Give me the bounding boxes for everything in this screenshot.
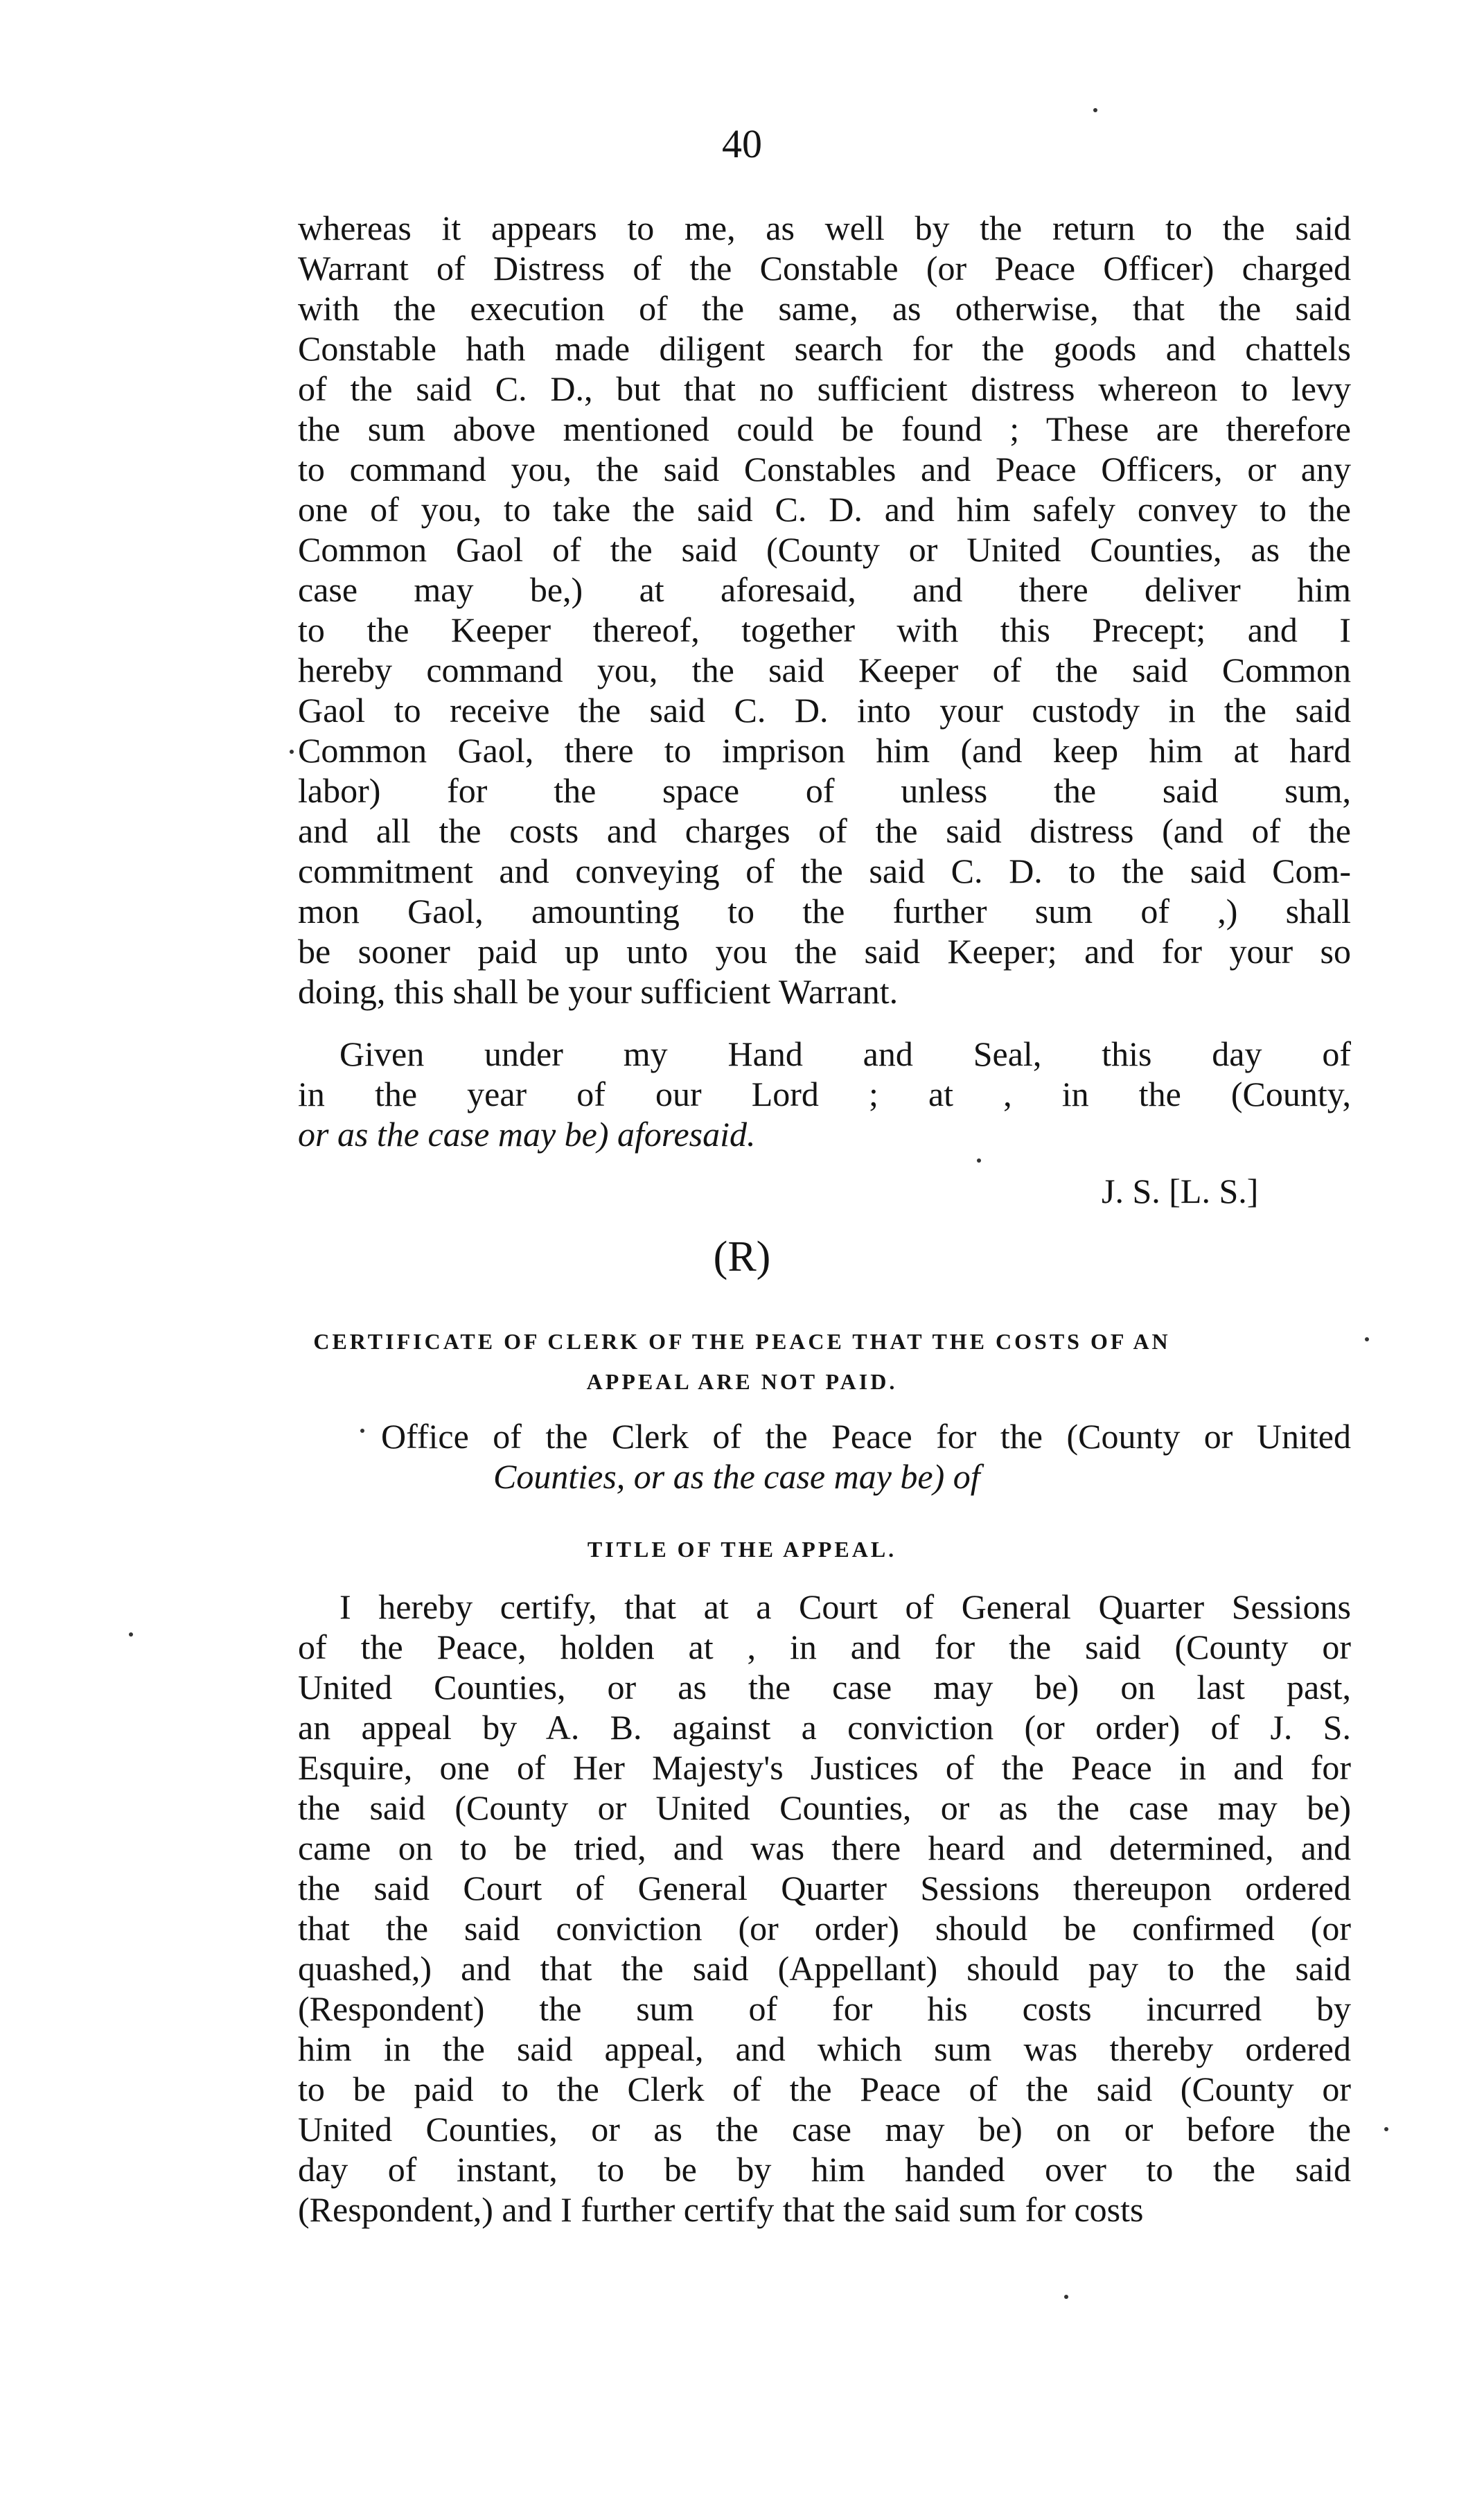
certificate-title-line-2: APPEAL ARE NOT PAID. (586, 1369, 898, 1394)
scan-speck (360, 1429, 364, 1433)
text-line: in the year of our Lord ; at , in the (County, (298, 1075, 1351, 1113)
text-line: doing, this shall be your sufficient Warrant. (298, 972, 899, 1011)
scan-speck (1064, 2295, 1068, 2299)
title-of-appeal: TITLE OF THE APPEAL. (587, 1537, 897, 1562)
text-line: and all the costs and charges of the said distress (and of the (298, 811, 1351, 850)
scan-speck (1365, 1337, 1369, 1341)
text-line: of the said C. D., but that no sufficient distress whereon to levy (298, 369, 1351, 408)
scan-speck (977, 1158, 981, 1163)
text-line: (Respondent,) and I further certify that the said sum for costs (298, 2190, 1144, 2229)
text-line: to command you, the said Constables and Peace Officers, or any (298, 450, 1351, 488)
text-line: Given under my Hand and Seal, this day of (339, 1034, 1351, 1073)
text-line: day of instant, to be by him handed over to the said (298, 2150, 1351, 2189)
text-line: United Counties, or as the case may be) on last past, (298, 1668, 1351, 1707)
text-line: the said Court of General Quarter Sessions thereupon ordered (298, 1869, 1351, 1907)
text-line: (Respondent) the sum of for his costs incurred by (298, 1989, 1351, 2028)
text-line: the sum above mentioned could be found ; These are therefore (298, 409, 1351, 448)
text-line: came on to be tried, and was there heard and determined, and (298, 1828, 1351, 1867)
text-line: that the said conviction (or order) should be confirmed (or (298, 1909, 1351, 1948)
text-line: commitment and conveying of the said C. D. to the said Com- (298, 852, 1351, 890)
text-line: quashed,) and that the said (Appellant) should pay to the said (298, 1949, 1351, 1988)
text-line: the said (County or United Counties, or as the case may be) (298, 1788, 1351, 1827)
page-number: 40 (722, 121, 762, 166)
text-line: one of you, to take the said C. D. and him safely convey to the (298, 490, 1351, 529)
text-line: Warrant of Distress of the Constable (or Peace Officer) charged (298, 249, 1351, 288)
text-line: Gaol to receive the said C. D. into your custody in the said (298, 691, 1351, 730)
scan-speck (290, 750, 294, 754)
office-line-2: Counties, or as the case may be) of (493, 1457, 980, 1496)
text-line: or as the case may be) aforesaid. (298, 1115, 756, 1154)
scan-speck (1384, 2127, 1388, 2131)
text-line: United Counties, or as the case may be) on or before the (298, 2110, 1351, 2149)
text-line: of the Peace, holden at , in and for the said (County or (298, 1628, 1351, 1666)
text-line: to the Keeper thereof, together with this Precept; and I (298, 610, 1351, 649)
text-line: mon Gaol, amounting to the further sum of ,) shall (298, 892, 1351, 931)
certificate-title-line-1: CERTIFICATE OF CLERK OF THE PEACE THAT THE COSTS OF AN (313, 1329, 1171, 1354)
text-line: hereby command you, the said Keeper of the said Common (298, 651, 1351, 689)
text-line: I hereby certify, that at a Court of General Quarter Sessions (339, 1587, 1351, 1626)
text-line: be sooner paid up unto you the said Keeper; and for your so (298, 932, 1351, 971)
office-line-1: Office of the Clerk of the Peace for the (County or United (381, 1417, 1351, 1456)
scan-speck (1093, 108, 1097, 112)
text-line: case may be,) at aforesaid, and there deliver him (298, 570, 1351, 609)
text-line: Common Gaol of the said (County or United Counties, as the (298, 530, 1351, 569)
text-line: him in the said appeal, and which sum was thereby ordered (298, 2029, 1351, 2068)
text-line: Constable hath made diligent search for the goods and chattels (298, 329, 1351, 368)
text-line: labor) for the space of unless the said sum, (298, 771, 1351, 810)
section-heading: (R) (713, 1233, 771, 1280)
text-line: whereas it appears to me, as well by the return to the said (298, 209, 1351, 247)
scan-speck (129, 1632, 133, 1637)
text-line: Common Gaol, there to imprison him (and keep him at hard (298, 731, 1351, 770)
text-line: to be paid to the Clerk of the Peace of the said (County or (298, 2070, 1351, 2108)
text-line: an appeal by A. B. against a conviction (or order) of J. S. (298, 1708, 1351, 1747)
text-line: Esquire, one of Her Majesty's Justices of the Peace in and for (298, 1748, 1351, 1787)
text-line: with the execution of the same, as otherwise, that the said (298, 289, 1351, 328)
signature: J. S. [L. S.] (1102, 1172, 1259, 1210)
